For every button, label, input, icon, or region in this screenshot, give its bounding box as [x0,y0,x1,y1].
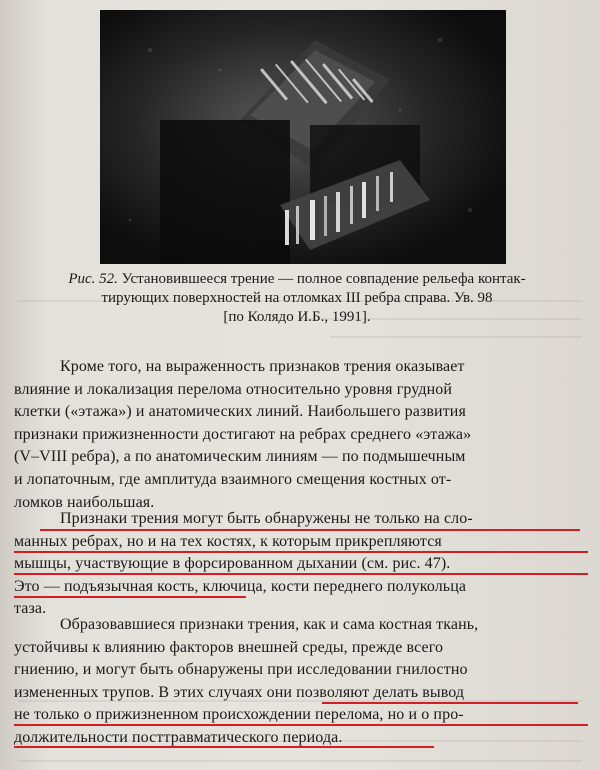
bleed-through-line [330,336,582,338]
red-underline [14,724,588,726]
paragraph-line: клетки («этажа») и анатомических линий. Наибольшего развития [14,403,466,421]
caption-text: Установившееся трение — полное совпадение рельефа контак- [117,271,526,287]
paragraph-line: измененных трупов. В этих случаях они позволяют делать вывод [14,683,465,701]
figure-caption [14,270,580,327]
paragraph-line: влияние и локализация перелома относительно уровня грудной [14,380,453,398]
red-underline [40,529,580,531]
xray-photo-icon [100,10,506,264]
paragraph-line: Кроме того, на выраженность признаков трения оказывает [60,358,465,375]
caption-label: Рис. 52. [68,271,118,287]
figure-photo [100,10,506,264]
red-underline [14,596,246,598]
paragraph-line: устойчивы к влиянию факторов внешней среды, прежде всего [14,638,444,656]
paragraph-line: манных ребрах, но и на тех костях, к которым прикрепляются [14,532,442,550]
paragraph-3 [14,614,588,750]
red-underline [14,573,588,575]
caption-line-3: [по Колядо И.Б., 1991]. [223,309,371,325]
caption-line-2: тирующих поверхностей на отломках III ребра справа. Ув. 98 [101,290,493,306]
caption-line-1 [14,270,580,289]
paragraph-line: мышцы, участвующие в форсированном дыхании (см. рис. 47). [14,555,451,573]
paragraph-line: Признаки трения могут быть обнаружены не только на сло- [60,510,473,527]
paragraph-line: ломков наибольшая. [14,493,155,511]
red-underline [322,702,578,704]
paragraph-2 [14,508,588,621]
paragraph-line: признаки прижизненности достигают на ребрах среднего «этажа» [14,425,472,443]
paragraph-line: должительности посттравматического периода. [14,728,343,746]
paragraph-line: Образовавшиеся признаки трения, как и сама костная ткань, [60,616,479,633]
paragraph-line: и лопаточным, где амплитуда взаимного смещения костных от- [14,470,452,488]
red-underline [14,746,434,748]
red-underline [14,551,588,553]
paragraph-line: Это — подъязычная кость, ключица, кости переднего полукольца [14,577,467,595]
paragraph-line: таза. [14,600,47,618]
bleed-through-line [18,760,582,762]
paragraph-line: гниению, и могут быть обнаружены при исследовании гнилостно [14,661,468,679]
paragraph-line: не только о прижизненном происхождении перелома, но и о про- [14,706,464,724]
paragraph-line: (V–VIII ребра), а по анатомическим линиям — по подмышечным [14,448,466,466]
paragraph-1 [14,356,588,514]
